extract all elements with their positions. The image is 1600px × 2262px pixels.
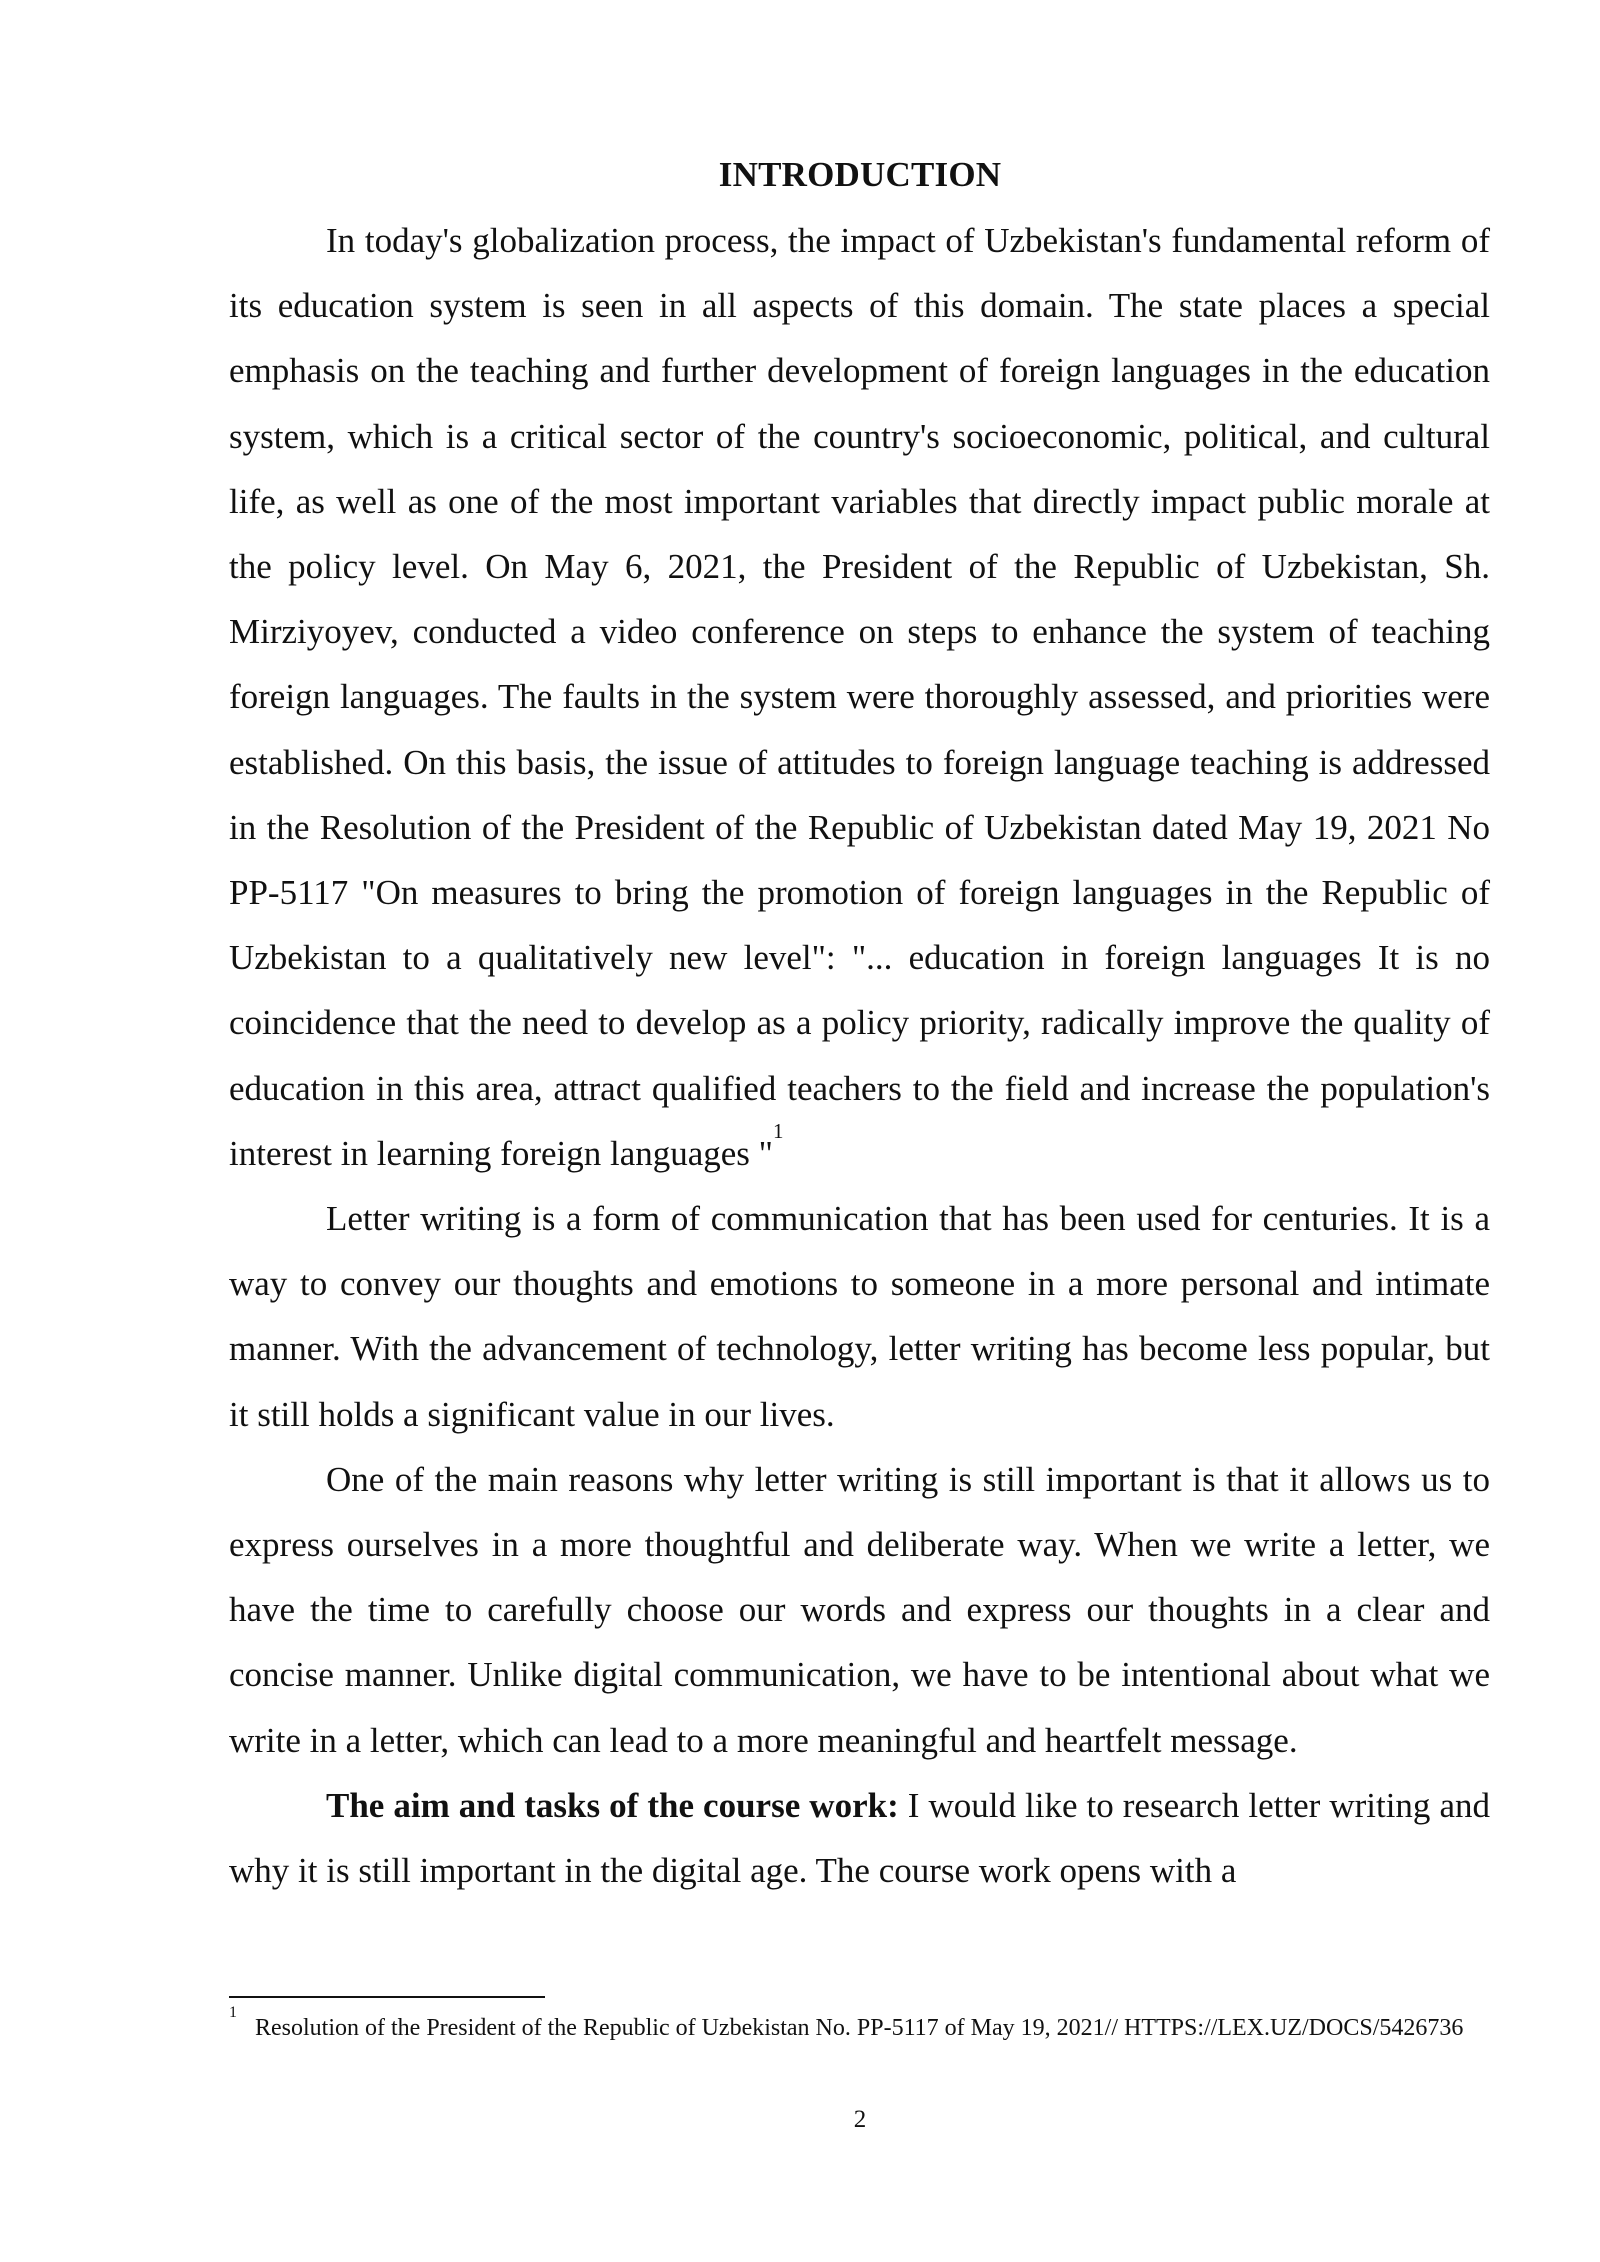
footnote-reference: 1 <box>772 1119 784 1144</box>
footnote-mark: 1 <box>229 2004 237 2021</box>
body-text <box>229 208 1490 1903</box>
paragraph-intro <box>229 208 1490 1186</box>
aim-text: I would like to research letter writing and why it is still important in the digital age. The course work opens with a <box>229 1785 1490 1891</box>
footnote <box>229 2005 1490 2045</box>
aim-lead-text: The aim and tasks of the course work: <box>326 1785 899 1825</box>
footnote-text: Resolution of the President of the Republic of Uzbekistan No. PP-5117 of May 19, 2021// HTTPS://LEX.UZ/DOCS/5426736 <box>255 2015 1464 2041</box>
paragraph-intro-text: In today's globalization process, the impact of Uzbekistan's fundamental reform of its education system is seen in all aspects of this domain. The state places a special emphasis on the teaching and further development of foreign languages in the education system, which is a critical sector of the country's socioeconomic, political, and cultural life, as well as one of the most important variables that directly impact public morale at the policy level. On May 6, 2021, the President of the Republic of Uzbekistan, Sh. Mirziyoyev, conducted a video conference on steps to enhance the system of teaching foreign languages. The faults in the system were thoroughly assessed, and priorities were established. On this basis, the issue of attitudes to foreign language teaching is addressed in the Resolution of the President of the Republic of Uzbekistan dated May 19, 2021 No PP-5117 "On measures to bring the promotion of foreign languages in the Republic of Uzbekistan to a qualitatively new level": "... education in foreign languages It is no coincidence that the need to develop as a policy priority, radically improve the quality of education in this area, attract qualified teachers to the field and increase the population's interest in learning foreign languages " <box>229 221 1490 1173</box>
section-heading: INTRODUCTION <box>718 155 1002 194</box>
footnote-separator <box>229 1996 545 1998</box>
page-number: 2 <box>853 2106 867 2133</box>
paragraph-importance: One of the main reasons why letter writing is still important is that it allows us to express ourselves in a more thoughtful and deliberate way. When we write a letter, we have the time to carefully choose our words and express our thoughts in a clear and concise manner. Unlike digital communication, we have to be intentional about what we write in a letter, which can lead to a more meaningful and heartfelt message. <box>229 1459 1490 1760</box>
paragraph-aim <box>229 1773 1490 1903</box>
paragraph-letter-writing: Letter writing is a form of communication that has been used for centuries. It is a way to convey our thoughts and emotions to someone in a more personal and intimate manner. With the advancement of technology, letter writing has become less popular, but it still holds a significant value in our lives. <box>229 1199 1490 1434</box>
